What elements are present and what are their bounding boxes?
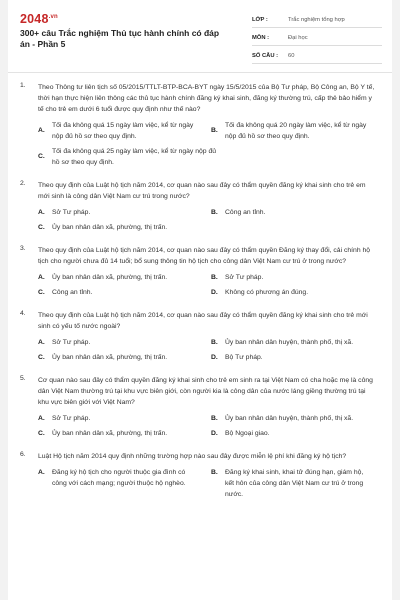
question-3 <box>8 245 392 298</box>
option-a[interactable] <box>38 207 205 218</box>
option-d[interactable] <box>211 352 378 363</box>
question-text: Luật Hộ tịch năm 2014 quy định những trường hợp nào sau đây được miễn lệ phí khi đăng ký hộ tịch? <box>38 453 347 460</box>
option-a[interactable] <box>38 413 205 424</box>
header-divider <box>8 72 392 73</box>
option-c[interactable] <box>38 146 378 168</box>
question-text: Theo Thông tư liên tịch số 05/2015/TTLT-BTP-BCA-BYT ngày 15/5/2015 của Bộ Tư pháp, Bộ Công an, Bộ Y tế, thời hạn thực hiện liên thông các thủ tục hành chính đăng ký khai sinh, đăng ký thường trú, cấp thẻ bảo hiểm y tế cho trẻ em dưới 6 tuổi được quy định như thế nào? <box>38 84 375 113</box>
question-number: 5. <box>20 375 26 382</box>
option-letter: D. <box>211 289 218 296</box>
option-text: Ủy ban nhân dân xã, phường, thị trấn. <box>52 354 168 361</box>
question-number: 4. <box>20 310 26 317</box>
option-letter: B. <box>211 127 218 134</box>
question-2 <box>8 180 392 233</box>
option-a[interactable] <box>38 272 205 283</box>
meta-label: MÔN : <box>252 34 270 41</box>
meta-value: Trắc nghiệm tổng hợp <box>288 16 345 23</box>
question-text: Theo quy định của Luật hộ tịch năm 2014, cơ quan nào sau đây có thẩm quyền đăng ký khai sinh cho trẻ em mới sinh là công dân Việt Nam cư trú trong nước? <box>38 182 366 200</box>
option-b[interactable] <box>211 337 378 348</box>
option-b[interactable] <box>211 413 378 424</box>
question-text: Theo quy định của Luật hộ tịch năm 2014, cơ quan nào sau đây có thẩm quyền đăng ký khai sinh cho trẻ mới sinh có yếu tố nước ngoài? <box>38 312 368 330</box>
option-letter: D. <box>211 430 218 437</box>
option-text: Ủy ban nhân dân xã, phường, thị trấn. <box>52 430 168 437</box>
option-letter: C. <box>38 153 45 160</box>
question-5 <box>8 375 392 439</box>
option-a[interactable] <box>38 337 205 348</box>
option-letter: B. <box>211 274 218 281</box>
option-letter: A. <box>38 127 45 134</box>
option-letter: B. <box>211 469 218 476</box>
option-letter: B. <box>211 339 218 346</box>
option-text: Sở Tư pháp. <box>52 339 91 346</box>
option-letter: A. <box>38 209 45 216</box>
option-c[interactable] <box>38 352 205 363</box>
option-text: Công an tỉnh. <box>225 209 266 216</box>
option-letter: C. <box>38 289 45 296</box>
option-c[interactable] <box>38 287 205 298</box>
option-letter: C. <box>38 354 45 361</box>
meta-label: LỚP : <box>252 16 268 23</box>
question-4 <box>8 310 392 363</box>
option-text: Tối đa không quá 15 ngày làm việc, kể từ ngày nộp đủ hồ sơ theo quy định. <box>52 122 194 140</box>
logo-text: 2048 <box>20 12 49 26</box>
option-text: Ủy ban nhân dân xã, phường, thị trấn. <box>52 224 168 231</box>
option-b[interactable] <box>211 207 378 218</box>
option-text: Tối đa không quá 20 ngày làm việc, kể từ ngày nộp đủ hồ sơ theo quy định. <box>225 122 367 140</box>
question-number: 2. <box>20 180 26 187</box>
option-text: Bộ Tư pháp. <box>225 354 263 361</box>
question-text: Theo quy định của Luật hộ tịch năm 2014, cơ quan nào sau đây có thẩm quyền Đăng ký thay đổi, cải chính hộ tịch cho người chưa đủ 14 tuổi; bổ sung thông tin hộ tịch cho công dân Việt Nam cư trú ở trong nước? <box>38 247 371 265</box>
option-letter: A. <box>38 469 45 476</box>
option-b[interactable] <box>211 467 378 500</box>
meta-row-subject <box>252 30 382 46</box>
option-text: Ủy ban nhân dân huyện, thành phố, thị xã. <box>225 415 354 422</box>
question-number: 3. <box>20 245 26 252</box>
option-letter: D. <box>211 354 218 361</box>
option-a[interactable] <box>38 120 205 142</box>
option-letter: A. <box>38 415 45 422</box>
option-list <box>38 337 378 363</box>
option-d[interactable] <box>211 287 378 298</box>
document-title: 300+ câu Trắc nghiệm Thủ tục hành chính có đáp án - Phần 5 <box>20 28 220 49</box>
option-list <box>38 207 378 233</box>
site-logo[interactable] <box>20 12 58 26</box>
option-letter: B. <box>211 209 218 216</box>
question-list <box>8 82 392 512</box>
option-b[interactable] <box>211 272 378 283</box>
option-text: Không có phương án đúng. <box>225 289 309 296</box>
meta-value: 60 <box>288 52 295 59</box>
meta-value: Đại học <box>288 34 308 41</box>
option-letter: B. <box>211 415 218 422</box>
option-c[interactable] <box>38 428 205 439</box>
option-a[interactable] <box>38 467 205 500</box>
option-text: Sở Tư pháp. <box>52 415 91 422</box>
meta-row-class <box>252 12 382 28</box>
question-1 <box>8 82 392 168</box>
question-number: 6. <box>20 451 26 458</box>
logo-suffix: .vn <box>48 13 58 20</box>
meta-label: SỐ CÂU : <box>252 52 279 59</box>
option-text: Tối đa không quá 25 ngày làm việc, kể từ ngày nộp đủ hồ sơ theo quy định. <box>52 148 217 166</box>
question-number: 1. <box>20 82 26 89</box>
option-text: Đăng ký khai sinh, khai tử đúng hạn, giám hộ, kết hôn của công dân Việt Nam cư trú ở trong nước. <box>225 469 364 498</box>
option-b[interactable] <box>211 120 378 142</box>
meta-row-count <box>252 48 382 64</box>
option-d[interactable] <box>211 428 378 439</box>
option-list <box>38 467 378 500</box>
option-letter: A. <box>38 274 45 281</box>
option-letter: C. <box>38 224 45 231</box>
meta-table <box>252 12 382 66</box>
option-list <box>38 413 378 439</box>
question-6 <box>8 451 392 500</box>
option-text: Công an tỉnh. <box>52 289 93 296</box>
option-letter: A. <box>38 339 45 346</box>
option-text: Sở Tư pháp. <box>52 209 91 216</box>
option-c[interactable] <box>38 222 378 233</box>
option-text: Sở Tư pháp. <box>225 274 264 281</box>
option-text: Ủy ban nhân dân huyện, thành phố, thị xã. <box>225 339 354 346</box>
option-list <box>38 120 378 168</box>
document-header <box>8 0 392 64</box>
option-letter: C. <box>38 430 45 437</box>
option-text: Bộ Ngoại giao. <box>225 430 270 437</box>
option-list <box>38 272 378 298</box>
question-text: Cơ quan nào sau đây có thẩm quyền đăng ký khai sinh cho trẻ em sinh ra tại Việt Nam có cha hoặc mẹ là công dân Việt Nam thường trú tại khu vực biên giới, còn người kia là công dân của nước láng giềng thường trú tại khu vực biên giới với Việt Nam? <box>38 377 373 406</box>
option-text: Ủy ban nhân dân xã, phường, thị trấn. <box>52 274 168 281</box>
document-page <box>8 0 392 600</box>
option-text: Đăng ký hộ tịch cho người thuộc gia đình có công với cách mạng; người thuộc hộ nghèo. <box>52 469 186 487</box>
